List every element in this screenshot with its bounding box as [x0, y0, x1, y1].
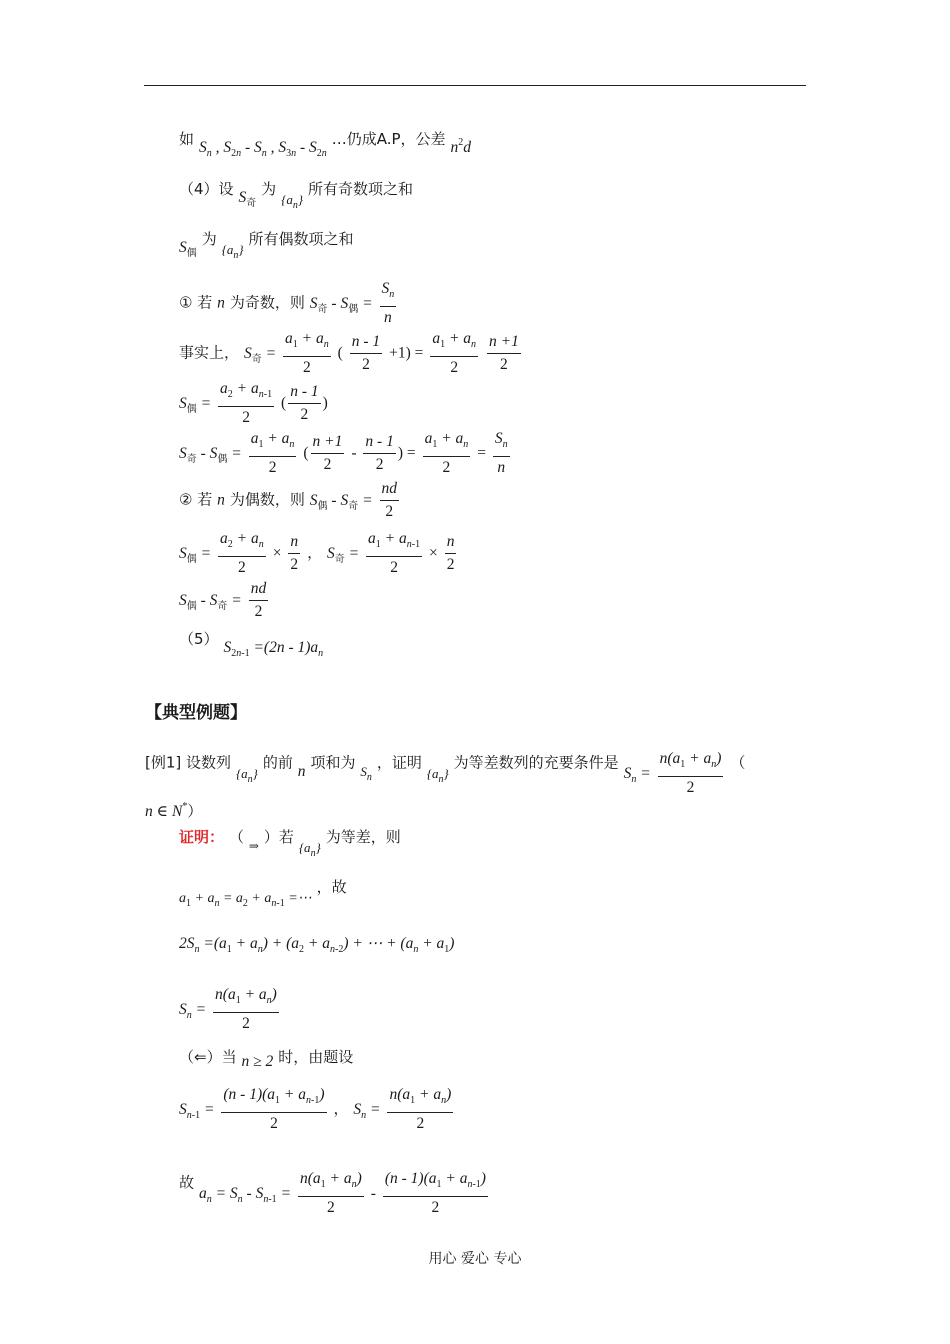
proof-start: 证明： （ $_\Rightarrow$ ）若 $_{\{a_n\}}$ 为等差，则 — [179, 828, 401, 859]
item-5: （5） $S_{2n-1} =(2n - 1)a_n$ — [179, 630, 324, 659]
page-footer: 用心 爱心 专心 — [428, 1251, 522, 1267]
proof-sn-minus-1: $S_{n-1}$ = $\frac{(n - 1)(a_1 + a_{n-1})}{2}$ ， $S_n$ = $\frac{n(a_1 + a_n)}{2}$ — [179, 1086, 452, 1132]
even-case-formulas: $S_偶$ = $\frac{a_2 + a_n}{2}$ × $\frac{n}{2}$ ， $S_奇$ = $\frac{a_1 + a_{n-1}}{2}$ × $\frac{n}{2}$ — [179, 530, 455, 576]
s-even-formula: $S_偶$ = $\frac{a_2 + a_{n-1}}{2}$ ( $\frac{n - 1}{2}$ ) — [179, 380, 328, 426]
item-4-even: $S_偶$ 为 $_{\{a_n\}}$ 所有偶数项之和 — [179, 230, 354, 261]
proof-sn: $S_n$ = $\frac{n(a_1 + a_n)}{2}$ — [179, 986, 277, 1032]
line-sn-sequence: 如 $S_n$ , $S_{2n} - S_n$ , $S_{3n} - S_{2n}$ …仍成A.P，公差 $n^2d$ — [179, 130, 471, 159]
case-even: ② 若 n 为偶数，则 $S_偶 - S_奇$ = $\frac{nd}{2}$ — [179, 480, 397, 520]
proof-converse: （⇐）当 n ≥ 2 时，由题设 — [179, 1048, 354, 1070]
case-odd: ① 若 n 为奇数，则 $S_奇 - S_偶$ = $\frac{S_n}{n}$ — [179, 280, 395, 326]
proof-an: 故 $a_n = S_n - S_{n-1}$ = $\frac{n(a_1 + a_n)}{2}$ - $\frac{(n - 1)(a_1 + a_{n-1})}{2}$ — [179, 1170, 486, 1216]
condition-n: n ∈ N*） — [145, 801, 203, 820]
proof-sum-identity: $a_1 + a_n = a_2 + a_{n-1}$ =⋯ ，故 — [179, 878, 347, 909]
even-minus-odd: $S_偶 - S_奇$ = $\frac{nd}{2}$ — [179, 580, 267, 620]
fact-line: 事实上， $S_奇$ = $\frac{a_1 + a_n}{2}$ ( $\frac{n - 1}{2}$ +1) = $\frac{a_1 + a_n}{2}$ $\frac{n +1}{2}$ — [179, 330, 519, 376]
section-heading: 【典型例题】 — [145, 703, 247, 723]
proof-2sn: $2S_n =(a_1 + a_n) + (a_2 + a_{n-2})$ + ⋯ + $(a_n + a_1)$ — [179, 935, 455, 955]
odd-minus-even: $S_奇 - S_偶$ = $\frac{a_1 + a_n}{2}$ ( $\frac{n +1}{2}$ - $\frac{n - 1}{2}$ ) = $\frac{a_1 + a_n}{2}$ = $\frac{S_n}{n}$ — [179, 430, 508, 476]
header-rule — [144, 85, 806, 86]
item-4: （4）设 $S_奇$ 为 $_{\{a_n\}}$ 所有奇数项之和 — [179, 180, 413, 211]
example-1: [例1] 设数列 $_{\{a_n\}}$ 的前 n 项和为 $_{S_n}$ ，证明 $_{\{a_n\}}$ 为等差数列的充要条件是 $S_n$ = $\frac{n(a_1 + a_n)}{2}$ （ — [145, 750, 746, 796]
